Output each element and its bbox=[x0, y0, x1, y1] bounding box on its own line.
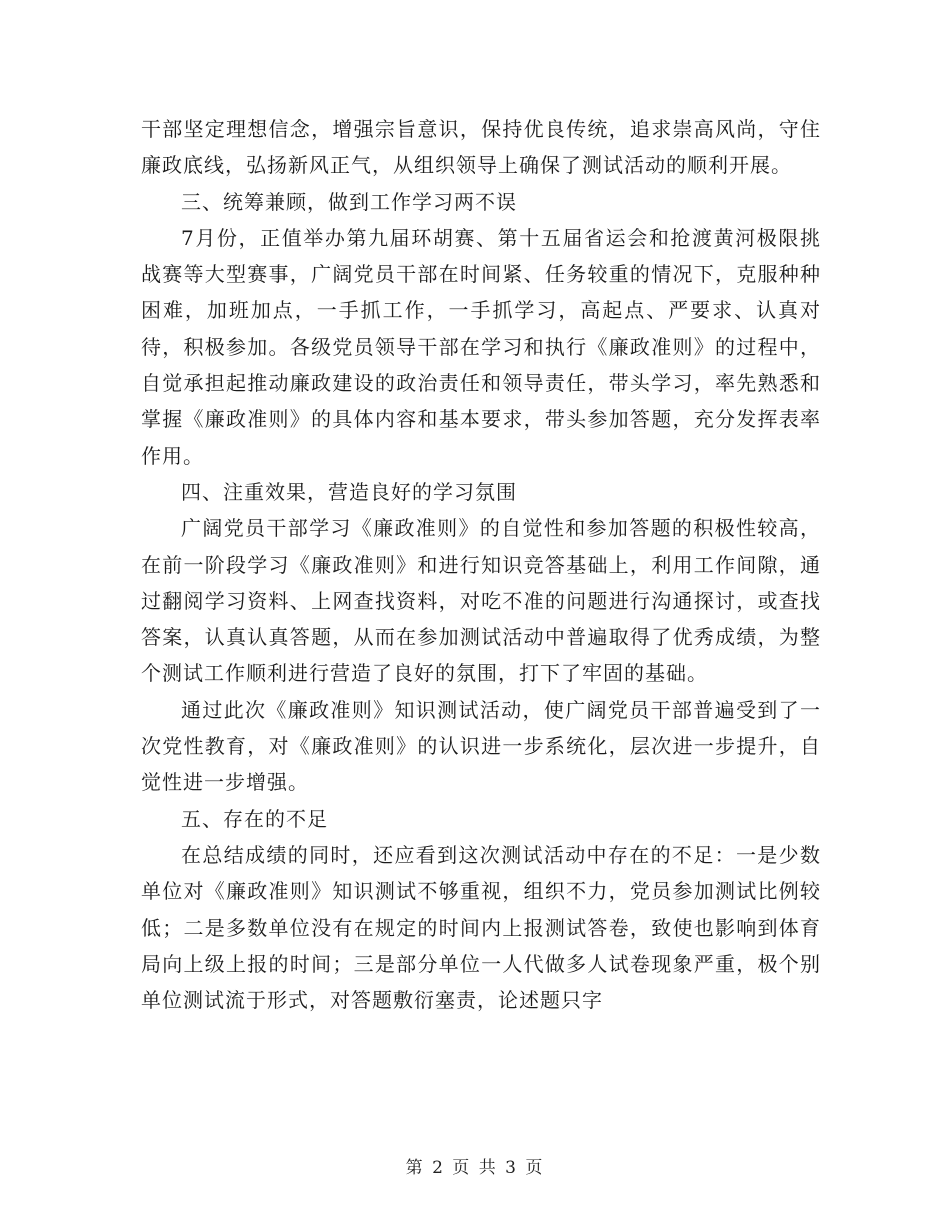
body-paragraph: 干部坚定理想信念，增强宗旨意识，保持优良传统，追求崇高风尚，守住廉政底线，弘扬新风正气，从组织领导上确保了测试活动的顺利开展。 bbox=[141, 117, 821, 178]
section-heading: 三、统筹兼顾，做到工作学习两不误 bbox=[181, 189, 517, 214]
body-paragraph: 广阔党员干部学习《廉政准则》的自觉性和参加答题的积极性较高，在前一阶段学习《廉政准则》和进行知识竞答基础上，利用工作间隙，通过翻阅学习资料、上网查找资料，对吃不准的问题进行沟通探讨，或查找答案，认真认真答题，从而在参加测试活动中普遍取得了优秀成绩，为整个测试工作顺利进行营造了良好的氛围，打下了牢固的基础。 bbox=[141, 516, 821, 686]
body-paragraph: 7月份，正值举办第九届环胡赛、第十五届省运会和抢渡黄河极限挑战赛等大型赛事，广阔党员干部在时间紧、任务较重的情况下，克服种种困难，加班加点，一手抓工作，一手抓学习，高起点、严要求、认真对待，积极参加。各级党员领导干部在学习和执行《廉政准则》的过程中，自觉承担起推动廉政建设的政治责任和领导责任，带头学习，率先熟悉和掌握《廉政准则》的具体内容和基本要求，带头参加答题，充分发挥表率作用。 bbox=[141, 225, 821, 468]
body-paragraph: 在总结成绩的同时，还应看到这次测试活动中存在的不足：一是少数单位对《廉政准则》知识测试不够重视，组织不力，党员参加测试比例较低；二是多数单位没有在规定的时间内上报测试答卷，致使也影响到体育局向上级上报的时间；三是部分单位一人代做多人试卷现象严重，极个别单位测试流于形式，对答题敷衍塞责，论述题只字 bbox=[141, 842, 821, 1013]
section-heading: 五、存在的不足 bbox=[181, 806, 328, 831]
document-body bbox=[141, 111, 821, 1018]
page-number-footer: 第 2 页 共 3 页 bbox=[405, 1158, 545, 1178]
section-heading: 四、注重效果，营造良好的学习氛围 bbox=[181, 479, 517, 504]
body-paragraph: 通过此次《廉政准则》知识测试活动，使广阔党员干部普遍受到了一次党性教育，对《廉政准则》的认识进一步系统化，层次进一步提升，自觉性进一步增强。 bbox=[141, 697, 821, 795]
